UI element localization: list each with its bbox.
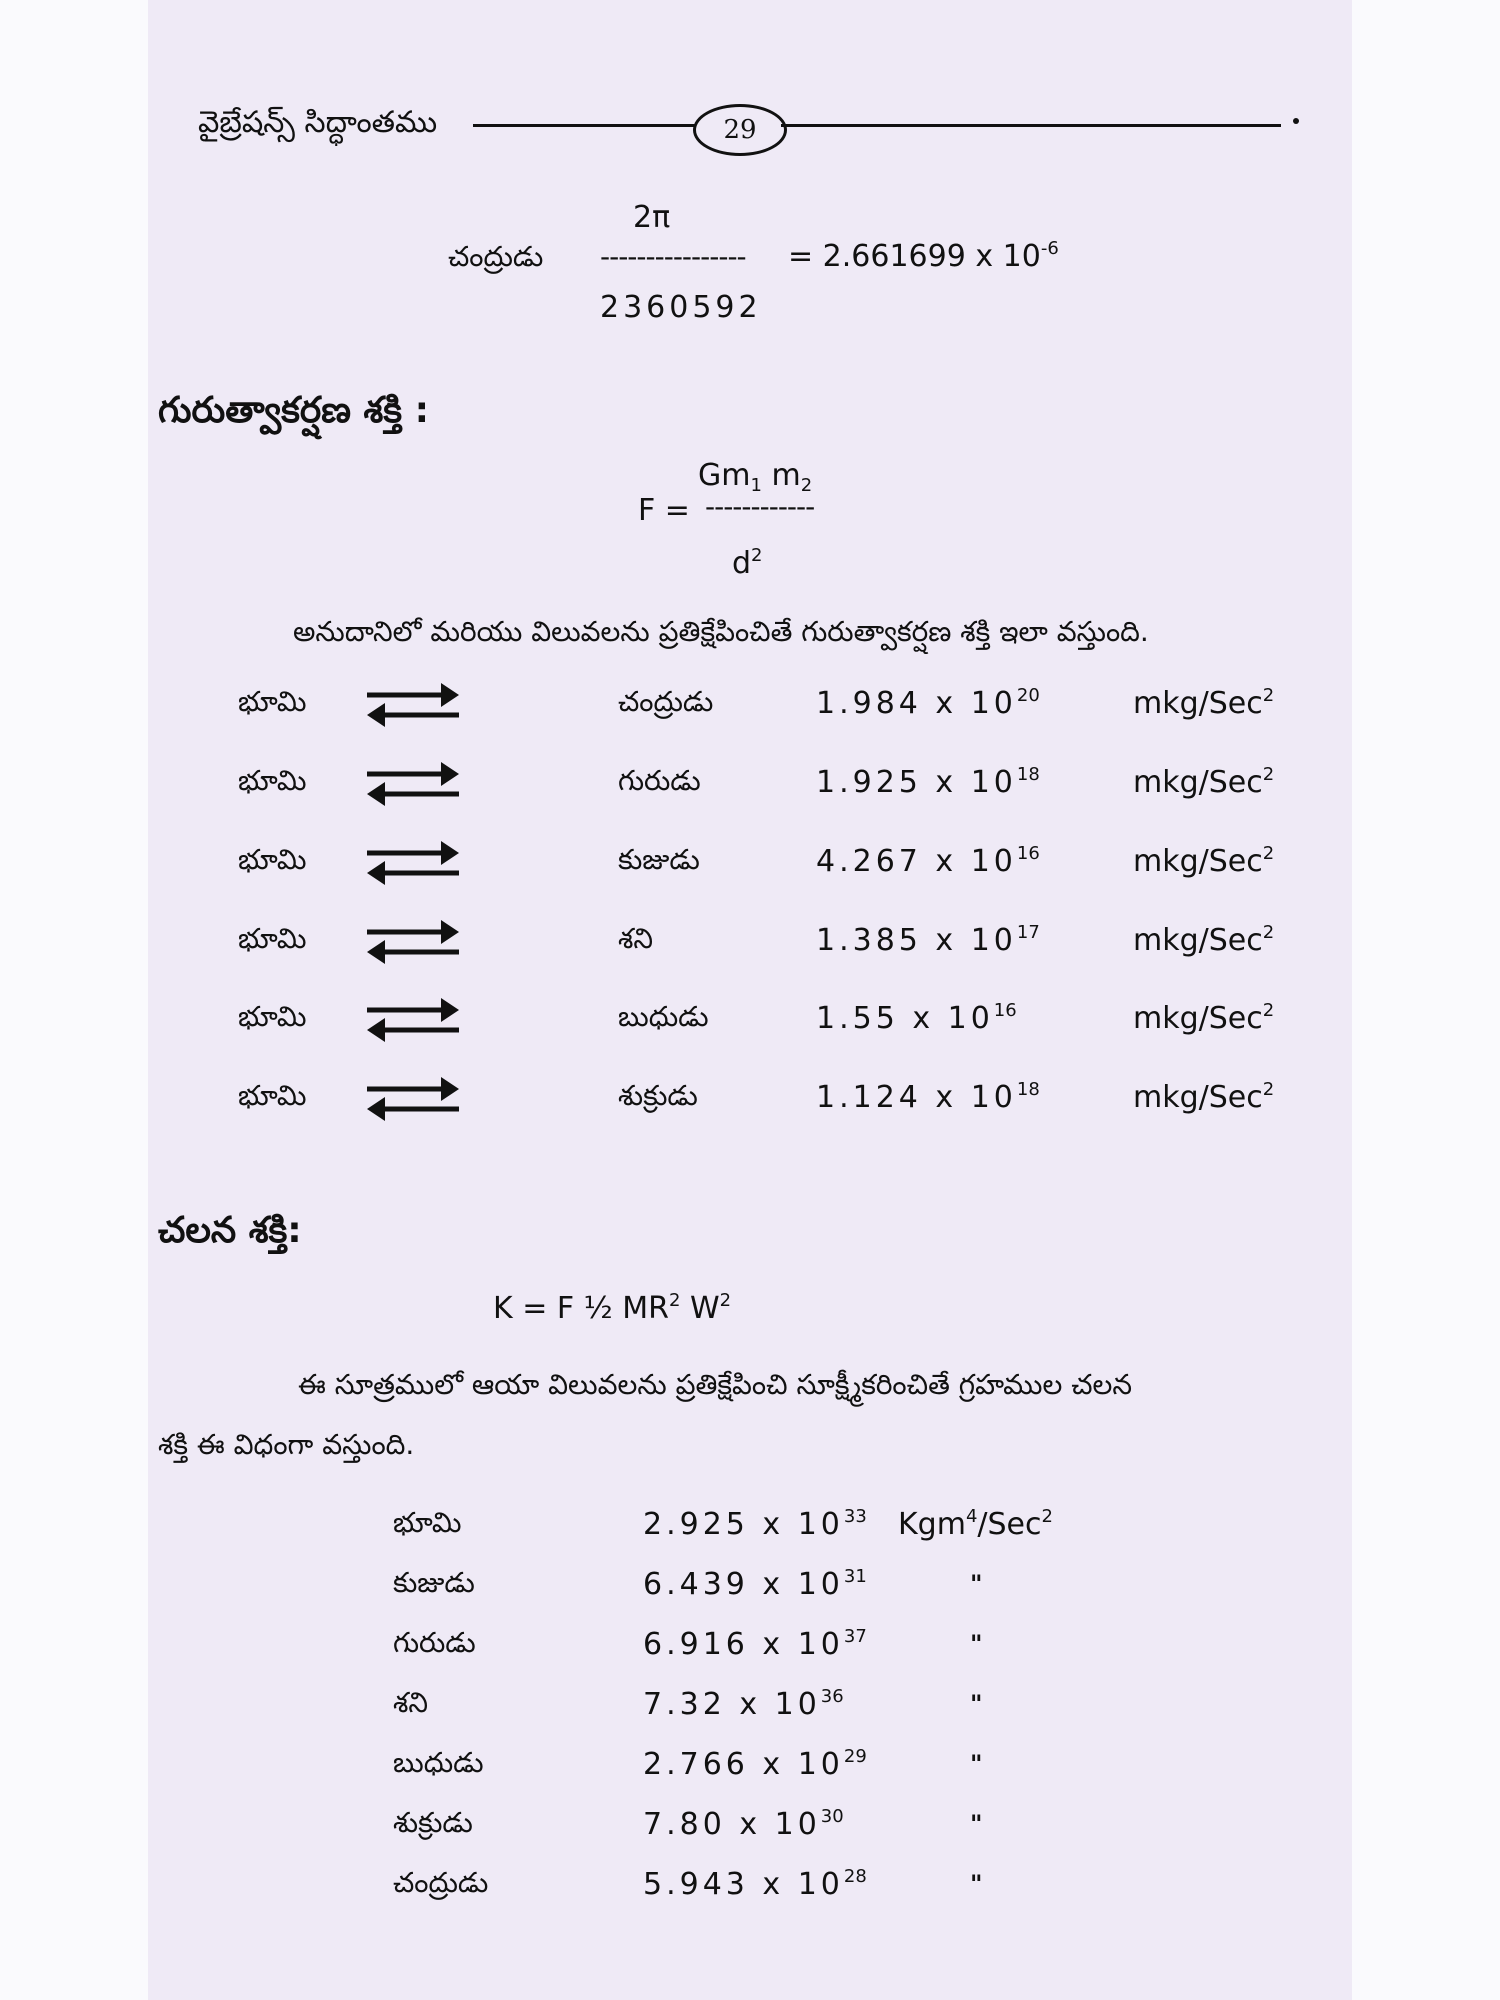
double-arrow-icon [363,837,463,891]
gravity-fraction-bar: ------------ [705,490,815,523]
gravity-row-from: భూమి [238,1079,307,1112]
gravity-heading: గురుత్వాకర్షణ శక్తి : [158,390,430,431]
gravity-row-value: 1.385 x $10^{17}$ [816,922,1040,958]
double-arrow-icon [363,679,463,733]
book-page [148,0,1352,2000]
gravity-row-from: భూమి [238,685,307,718]
kinetic-row-name: భూమి [393,1506,462,1539]
kinetic-row-ditto: " [970,1690,983,1718]
gravity-row-value: 4.267 x $10^{16}$ [816,843,1040,879]
moon-label: చంద్రుడు [448,240,544,273]
header-rule-right [781,124,1281,127]
kinetic-row-ditto: " [970,1750,983,1778]
kinetic-row-ditto: " [970,1570,983,1598]
gravity-row-from: భూమి [238,922,307,955]
gravity-row-to: కుజుడు [618,843,700,876]
gravity-formula-left: F = [638,493,690,528]
gravity-row-from: భూమి [238,764,307,797]
left-margin [0,0,148,2000]
gravity-row-from: భూమి [238,1000,307,1033]
double-arrow-icon [363,1073,463,1127]
gravity-row-from: భూమి [238,843,307,876]
gravity-row-value: 1.925 x $10^{18}$ [816,764,1040,800]
moon-denominator: 2360592 [600,290,762,325]
kinetic-row-name: గురుడు [393,1626,476,1659]
kinetic-row-name: శుక్రుడు [393,1806,473,1839]
kinetic-row-value: 7.32 x $10^{36}$ [643,1686,844,1722]
header-rule-left [473,124,703,127]
gravity-row-value: 1.124 x $10^{18}$ [816,1079,1040,1115]
kinetic-row-ditto: " [970,1630,983,1658]
gravity-row-unit: mkg/Sec$^2$ [1133,1000,1275,1036]
gravity-row-unit: mkg/Sec$^2$ [1133,685,1275,721]
kinetic-row-ditto: " [970,1870,983,1898]
kinetic-row-value: 2.766 x $10^{29}$ [643,1746,867,1782]
right-margin [1352,0,1500,2000]
double-arrow-icon [363,758,463,812]
gravity-row-to: శని [618,922,654,955]
running-header-title: వైబ్రేషన్స్ సిద్ధాంతము [198,105,438,140]
gravity-row-value: 1.55 x $10^{16}$ [816,1000,1017,1036]
kinetic-row-name: శని [393,1686,429,1719]
kinetic-row-name: కుజుడు [393,1566,475,1599]
double-arrow-icon [363,994,463,1048]
moon-numerator: 2π [633,200,671,235]
header-dot [1293,118,1299,124]
kinetic-row-name: చంద్రుడు [393,1866,489,1899]
gravity-intro: అనుదానిలో మరియు విలువలను ప్రతిక్షేపించితే గురుత్వాకర్షణ శక్తి ఇలా వస్తుంది. [293,615,1149,648]
gravity-row-unit: mkg/Sec$^2$ [1133,764,1275,800]
gravity-row-unit: mkg/Sec$^2$ [1133,843,1275,879]
gravity-row-to: శుక్రుడు [618,1079,698,1112]
moon-fraction-bar: ---------------- [600,240,746,273]
gravity-row-to: గురుడు [618,764,701,797]
kinetic-row-value: 6.439 x $10^{31}$ [643,1566,867,1602]
kinetic-row-value: 6.916 x $10^{37}$ [643,1626,867,1662]
kinetic-row-value: 2.925 x $10^{33}$ [643,1506,867,1542]
kinetic-row-unit: Kgm$^4$/Sec$^2$ [898,1506,1053,1542]
gravity-formula-numerator: $Gm_1$ $m_2$ [698,458,813,496]
kinetic-paragraph-line1: ఈ సూత్రములో ఆయా విలువలను ప్రతిక్షేపించి సూక్ష్మీకరించితే గ్రహముల చలన [298,1368,1132,1401]
kinetic-row-name: బుధుడు [393,1746,484,1779]
kinetic-paragraph-line2: శక్తి ఈ విధంగా వస్తుంది. [158,1428,415,1461]
gravity-row-value: 1.984 x $10^{20}$ [816,685,1040,721]
gravity-row-unit: mkg/Sec$^2$ [1133,922,1275,958]
kinetic-row-value: 5.943 x $10^{28}$ [643,1866,867,1902]
moon-result: = 2.661699 x $10^{-6}$ [788,238,1059,274]
page-number: 29 [693,104,787,156]
kinetic-formula: K = F ½ $MR^2$ $W^2$ [493,1290,732,1326]
kinetic-heading: చలన శక్తి: [158,1210,302,1251]
double-arrow-icon [363,916,463,970]
kinetic-row-ditto: " [970,1810,983,1838]
gravity-row-to: బుధుడు [618,1000,709,1033]
gravity-row-to: చంద్రుడు [618,685,714,718]
gravity-row-unit: mkg/Sec$^2$ [1133,1079,1275,1115]
kinetic-row-value: 7.80 x $10^{30}$ [643,1806,844,1842]
gravity-formula-denominator: $d^2$ [732,545,763,581]
